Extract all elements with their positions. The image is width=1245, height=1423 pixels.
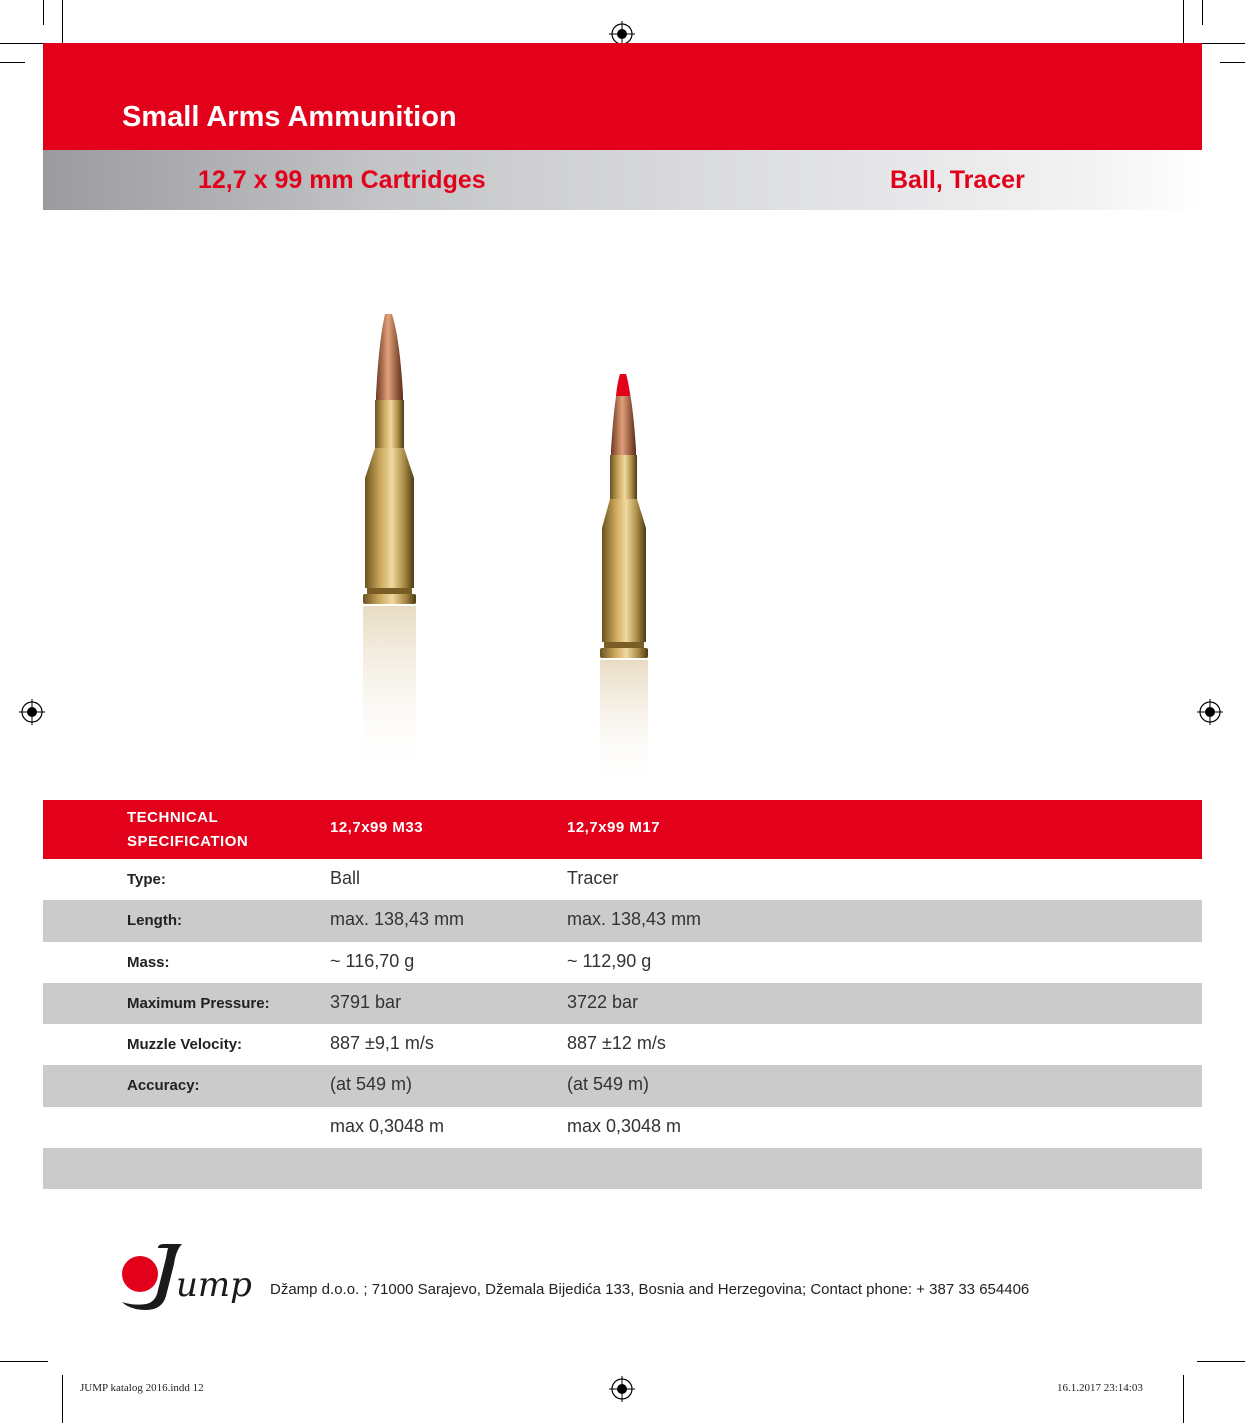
- m33-value: (at 549 m): [330, 1074, 413, 1095]
- registration-mark-icon: [609, 1376, 635, 1402]
- m17-value: ~ 112,90 g: [567, 950, 652, 971]
- row-label: Maximum Pressure:: [127, 994, 270, 1012]
- registration-mark-icon: [19, 699, 45, 725]
- m33-value: max. 138,43 mm: [330, 909, 465, 930]
- header-m17: 12,7x99 M17: [567, 819, 661, 836]
- header-technical-specification: [127, 806, 327, 854]
- header-label-line1: TECHNICAL: [127, 809, 219, 826]
- crop-mark: [0, 43, 48, 44]
- m33-value: ~ 116,70 g: [330, 950, 415, 971]
- table-row: [43, 1148, 1202, 1189]
- slug-file: JUMP katalog 2016.indd 12: [80, 1382, 204, 1394]
- m33-value: 3791 bar: [330, 991, 402, 1012]
- row-label: Accuracy:: [127, 1077, 200, 1095]
- section-title: Small Arms Ammunition: [122, 101, 457, 133]
- jump-logo: [118, 1244, 258, 1316]
- crop-mark: [1197, 1361, 1245, 1362]
- crop-mark: [1183, 0, 1184, 48]
- table-row: [43, 1065, 1202, 1106]
- m33-value: 887 ±9,1 m/s: [330, 1033, 434, 1054]
- table-row: [43, 942, 1202, 983]
- table-row: [43, 983, 1202, 1024]
- crop-mark: [0, 62, 25, 63]
- product-variants: Ball, Tracer: [890, 166, 1025, 194]
- m17-value: 3722 bar: [567, 991, 639, 1012]
- row-label: Mass:: [127, 953, 170, 971]
- m17-value: max 0,3048 m: [567, 1115, 682, 1136]
- m17-value: Tracer: [567, 868, 619, 888]
- crop-mark: [0, 1361, 48, 1362]
- m17-value: 887 ±12 m/s: [567, 1033, 666, 1054]
- row-label: Muzzle Velocity:: [127, 1036, 243, 1054]
- m17-value: (at 549 m): [567, 1074, 650, 1095]
- header-banner: [43, 43, 1202, 150]
- row-label: Length:: [127, 912, 182, 930]
- table-row: [43, 859, 1202, 900]
- crop-mark: [1220, 62, 1245, 63]
- m33-value: max 0,3048 m: [330, 1115, 445, 1136]
- cartridges-photo: [330, 300, 690, 800]
- slug-date: 16.1.2017 23:14:03: [1057, 1382, 1143, 1394]
- logo-wordmark: ump: [176, 1265, 252, 1305]
- table-row: [43, 1107, 1202, 1148]
- table-row: [43, 900, 1202, 941]
- registration-mark-icon: [1197, 699, 1223, 725]
- crop-mark: [62, 1375, 63, 1423]
- table-row: [43, 1024, 1202, 1065]
- m33-value: Ball: [330, 868, 361, 888]
- crop-mark: [1197, 43, 1245, 44]
- row-label: Type:: [127, 871, 166, 888]
- crop-mark: [1202, 0, 1203, 25]
- crop-mark: [62, 0, 63, 48]
- product-title: 12,7 x 99 mm Cartridges: [198, 166, 486, 194]
- spec-table-header: [43, 800, 1202, 859]
- header-label-line2: SPECIFICATION: [127, 833, 249, 850]
- m17-value: max. 138,43 mm: [567, 909, 702, 930]
- header-m33: 12,7x99 M33: [330, 819, 424, 836]
- spec-table: [43, 800, 1202, 1189]
- crop-mark: [43, 0, 44, 25]
- company-contact: Džamp d.o.o. ; 71000 Sarajevo, Džemala Bijedića 133, Bosnia and Herzegovina; Contact phone: + 387 33 654406: [270, 1281, 1030, 1298]
- product-banner: [43, 150, 1202, 210]
- crop-mark: [1183, 1375, 1184, 1423]
